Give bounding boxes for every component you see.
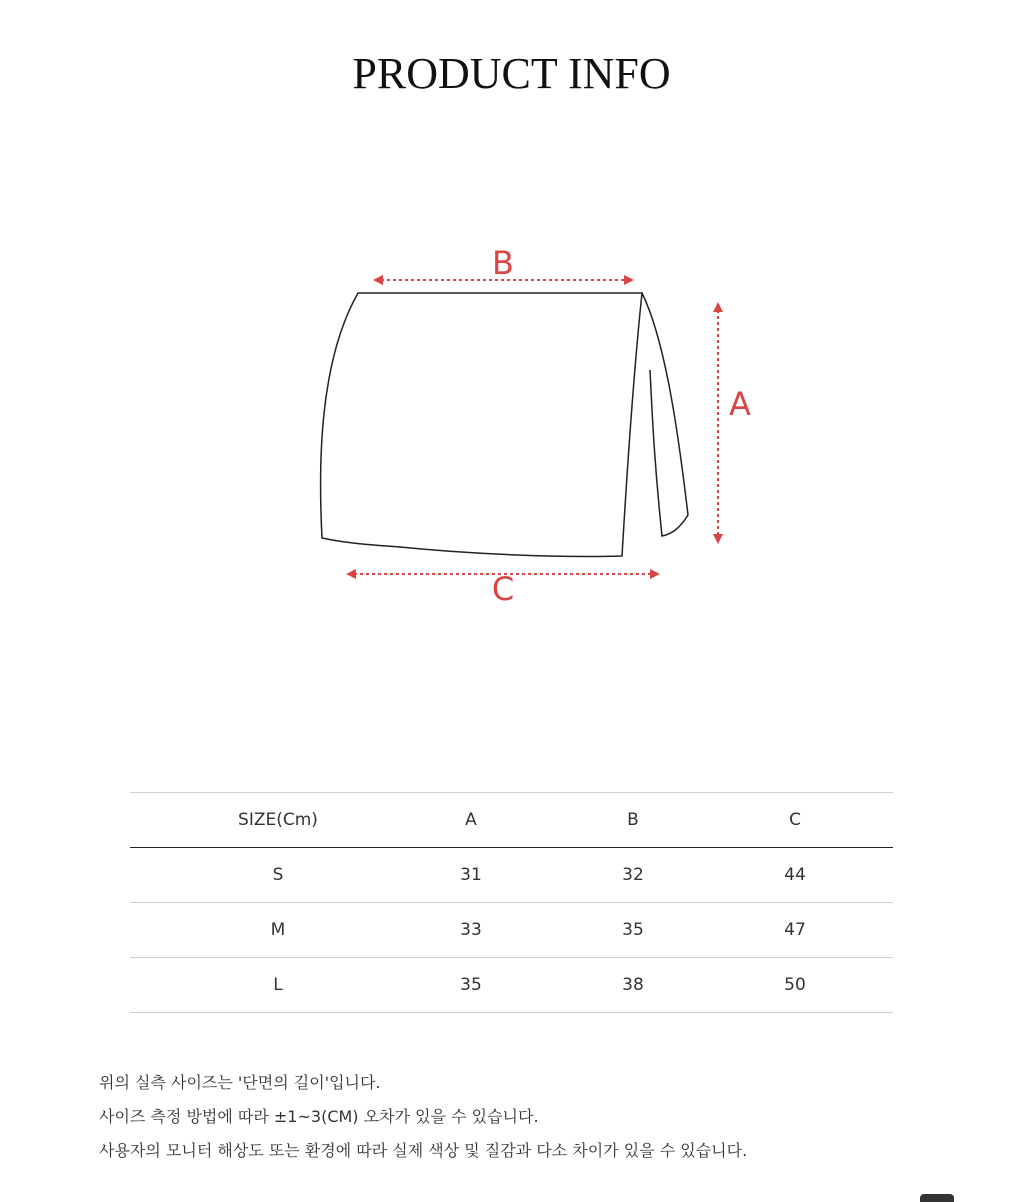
measure-a-label: A [729,385,751,423]
note-line: 위의 실측 사이즈는 '단면의 길이'입니다. [99,1073,381,1092]
size-cell: S [272,865,284,885]
size-notes [99,1066,747,1168]
measure-b-label: B [492,244,514,282]
measure-c-label: C [491,570,515,608]
table-row [130,903,893,958]
a-cell: 31 [460,865,482,885]
scroll-top-button[interactable] [920,1194,954,1202]
c-cell: 44 [784,865,806,885]
skirt-outline [321,293,642,557]
a-cell: 35 [460,975,482,995]
size-table-header-row [130,793,893,848]
table-row [130,848,893,903]
size-cell: M [270,920,286,940]
b-cell: 32 [622,865,644,885]
c-header: C [789,810,801,830]
note-line: 사이즈 측정 방법에 따라 ±1~3(CM) 오차가 있을 수 있습니다. [99,1107,539,1126]
b-cell: 38 [622,975,644,995]
size-cell: L [273,975,283,995]
page-title: PRODUCT INFO [352,49,671,98]
a-header: A [465,810,477,830]
c-cell: 50 [784,975,806,995]
b-header: B [627,810,639,830]
skirt-wrap-flap [642,293,688,536]
c-cell: 47 [784,920,806,940]
size-header: SIZE(Cm) [238,810,318,830]
note-line: 사용자의 모니터 해상도 또는 환경에 따라 실제 색상 및 질감과 다소 차이가 있을 수 있습니다. [99,1141,748,1160]
b-cell: 35 [622,920,644,940]
a-cell: 33 [460,920,482,940]
table-row [130,958,893,1013]
size-table [130,792,893,1013]
